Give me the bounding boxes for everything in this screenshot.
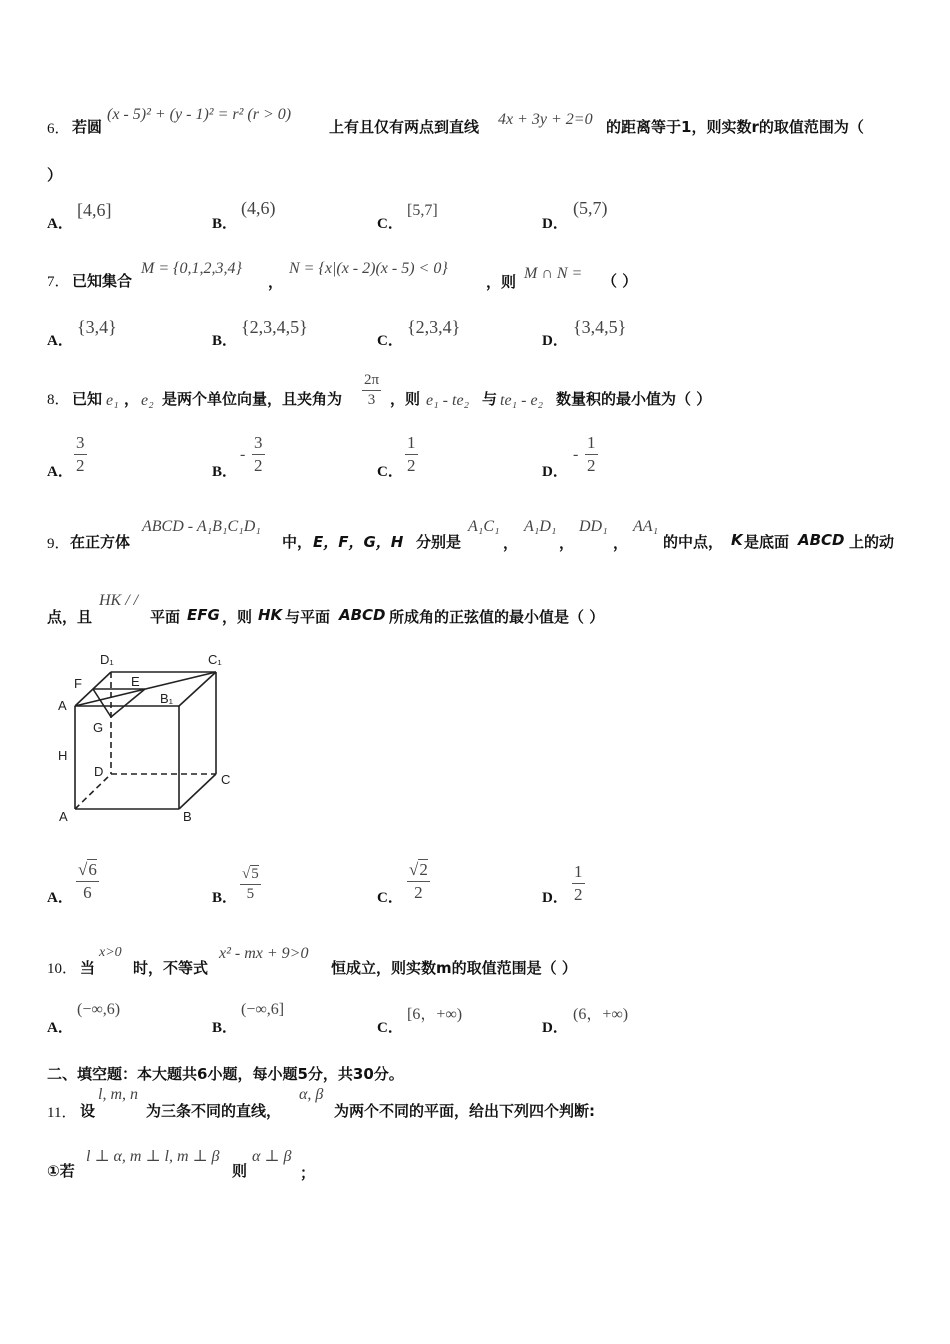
question-text: 在正方体 (70, 533, 131, 551)
option-d-fraction (572, 862, 585, 905)
option-c-label: C． (377, 464, 403, 480)
judgment-1-result: α ⊥ β (252, 1148, 292, 1165)
denominator: 2 (414, 883, 423, 902)
question-text: 与平面 (285, 608, 331, 626)
question-text: 已知集合 (72, 272, 133, 290)
question-text: 点，且 (47, 608, 93, 626)
option-d-sign: - (573, 446, 579, 463)
question-text: 平面 (150, 608, 181, 626)
angle-denominator: 3 (367, 392, 376, 408)
option-d-label: D． (542, 890, 568, 906)
inequality: x² - mx + 9>0 (219, 945, 309, 962)
label-g: G (93, 720, 104, 735)
label-f: F (74, 676, 82, 691)
line-equation: 4x + 3y + 2=0 (498, 111, 593, 128)
radicand: 6 (88, 860, 97, 879)
question-text: 中， (282, 533, 313, 551)
vector-e2: e₂ (141, 392, 154, 409)
denominator: 2 (254, 456, 263, 475)
question-text: 若圆 (72, 118, 103, 136)
question-text: 的中点， (663, 533, 724, 551)
answer-bracket: （ ） (602, 272, 638, 290)
option-a-value: (−∞,6) (77, 1001, 121, 1018)
angle-numerator: 2π (364, 372, 380, 388)
radicand: 2 (419, 860, 428, 879)
option-c-value: [5,7] (407, 202, 438, 219)
option-a-value: [4,6] (77, 200, 112, 220)
option-d-value: (6，+∞) (573, 1006, 629, 1023)
question-text: 上的动 (849, 533, 895, 551)
vector-e1: e₁ (106, 392, 119, 409)
label-e: E (131, 674, 140, 689)
question-number: 11． (47, 1105, 77, 1121)
denominator: 5 (246, 886, 255, 902)
question-text: 为两个不同的平面，给出下列四个判断: (334, 1102, 596, 1120)
set-m: M = {0,1,2,3,4} (141, 260, 242, 277)
question-text: ， (124, 390, 140, 408)
question-text: 与 (482, 390, 498, 408)
question-text: ，则 (486, 273, 517, 291)
hk-parallel: HK / / (99, 592, 139, 609)
plane-efg: EFG (187, 606, 220, 624)
point-k: K (731, 531, 743, 549)
question-text: ，则 (222, 608, 253, 626)
edge-bc (179, 774, 216, 809)
planes-alpha-beta: α, β (299, 1086, 324, 1103)
question-number: 6． (47, 121, 70, 137)
option-b-label: B． (212, 216, 238, 232)
intersection-expr: M ∩ N = (524, 265, 583, 282)
option-d-label: D． (542, 216, 568, 232)
question-text: 的距离等于1，则实数r的取值范围为（ (606, 118, 864, 136)
question-number: 9． (47, 536, 70, 552)
question-text: 设 (80, 1102, 96, 1120)
option-c-value: [6，+∞) (407, 1006, 463, 1023)
label-c: C (221, 772, 231, 787)
question-text: ，则 (390, 390, 421, 408)
option-b-label: B． (212, 1020, 238, 1036)
segment-a1d1: A₁D₁ (524, 518, 557, 535)
vector-expr-1: e₁ - te₂ (426, 392, 470, 409)
label-a: A (59, 809, 68, 824)
option-d-label: D． (542, 333, 568, 349)
vector-expr-2: te₁ - e₂ (500, 392, 544, 409)
question-text: 分别是 (416, 533, 462, 551)
label-a1: A (58, 698, 67, 713)
circle-equation: (x - 5)² + (y - 1)² = r² (r > 0) (107, 106, 292, 123)
denominator: 6 (83, 883, 92, 902)
numerator: 1 (574, 862, 583, 881)
option-b-sign: - (240, 446, 246, 463)
question-number: 7． (47, 274, 70, 290)
section-heading: 二、填空题：本大题共6小题，每小题5分，共30分。 (47, 1065, 404, 1083)
option-d-label: D． (542, 464, 568, 480)
label-c1: C₁ (208, 652, 222, 667)
option-b-value: {2,3,4,5} (241, 317, 308, 337)
question-text: 当 (80, 959, 96, 977)
option-a-value: {3,4} (77, 317, 117, 337)
label-b: B (183, 809, 192, 824)
separator: ， (613, 534, 629, 552)
option-c-value: {2,3,4} (407, 317, 461, 337)
option-d-fraction (585, 433, 598, 476)
option-b-value: (−∞,6] (241, 1001, 285, 1018)
question-text: 恒成立，则实数m的取值范围是（ ） (331, 959, 577, 977)
option-b-fraction (252, 433, 265, 476)
option-a-label: A． (47, 890, 73, 906)
option-c-label: C． (377, 333, 403, 349)
option-b-label: B． (212, 333, 238, 349)
set-n: N = {x|(x - 2)(x - 5) < 0} (289, 260, 448, 277)
lines-lmn: l, m, n (98, 1086, 138, 1103)
option-c-fraction (405, 433, 418, 476)
option-d-value: (5,7) (573, 198, 608, 218)
radicand: 5 (251, 866, 259, 882)
option-a-label: A． (47, 333, 73, 349)
question-text: 数量积的最小值为（ ） (556, 390, 712, 408)
option-d-label: D． (542, 1020, 568, 1036)
numerator: 1 (407, 433, 416, 452)
option-b-label: B． (212, 464, 238, 480)
numerator: 3 (76, 433, 85, 452)
edge-ad (75, 774, 111, 809)
label-d: D (94, 764, 104, 779)
option-a-label: A． (47, 464, 73, 480)
question-number: 10． (47, 961, 78, 977)
label-b1: B₁ (160, 691, 174, 706)
question-text: 是两个单位向量，且夹角为 (162, 390, 343, 408)
plane-abcd: ABCD (798, 531, 845, 549)
option-c-label: C． (377, 1020, 403, 1036)
option-a-label: A． (47, 1020, 73, 1036)
option-d-value: {3,4,5} (573, 317, 627, 337)
question-text: ） (47, 166, 63, 184)
question-text: 已知 (72, 390, 103, 408)
option-b-label: B． (212, 890, 238, 906)
option-a-fraction (74, 433, 87, 476)
segment-aa1: AA₁ (633, 518, 659, 535)
denominator: 2 (587, 456, 596, 475)
segment-dd1: DD₁ (579, 518, 608, 535)
option-c-fraction: √2 2 (409, 860, 428, 902)
numerator: 1 (587, 433, 596, 452)
denominator: 2 (76, 456, 85, 475)
question-text: 为三条不同的直线， (146, 1102, 282, 1120)
option-c-label: C． (377, 216, 403, 232)
cube-figure (50, 645, 240, 830)
judgment-1-condition: l ⊥ α, m ⊥ l, m ⊥ β (86, 1148, 220, 1165)
question-text: 是底面 (744, 533, 790, 551)
option-b-fraction: √5 5 (242, 866, 259, 902)
question-text: ， (268, 273, 284, 291)
question-text: 所成角的正弦值的最小值是（ ） (389, 608, 605, 626)
question-number: 8． (47, 392, 70, 408)
judgment-1-marker: ①若 (47, 1162, 75, 1180)
separator: ， (503, 534, 519, 552)
points-efgh: E，F，G，H (313, 533, 404, 551)
option-a-fraction: √6 6 (78, 860, 97, 902)
label-d1: D₁ (100, 652, 114, 667)
option-a-label: A． (47, 216, 73, 232)
denominator: 2 (574, 885, 583, 904)
condition: x>0 (99, 945, 122, 960)
question-text: 则 (232, 1162, 248, 1180)
question-text: 时，不等式 (133, 959, 209, 977)
option-b-value: (4,6) (241, 198, 276, 218)
denominator: 2 (407, 456, 416, 475)
segment-a1c1: A₁C₁ (468, 518, 500, 535)
line-hk: HK (258, 606, 283, 624)
question-text: 上有且仅有两点到直线 (329, 118, 480, 136)
question-text: ； (300, 1164, 316, 1182)
option-c-label: C． (377, 890, 403, 906)
numerator: 3 (254, 433, 263, 452)
segment-fg (93, 689, 111, 717)
separator: ， (559, 534, 575, 552)
cube-name: ABCD - A₁B₁C₁D₁ (142, 518, 261, 535)
angle-fraction (362, 372, 381, 409)
label-h: H (58, 748, 68, 763)
plane-abcd: ABCD (339, 606, 386, 624)
